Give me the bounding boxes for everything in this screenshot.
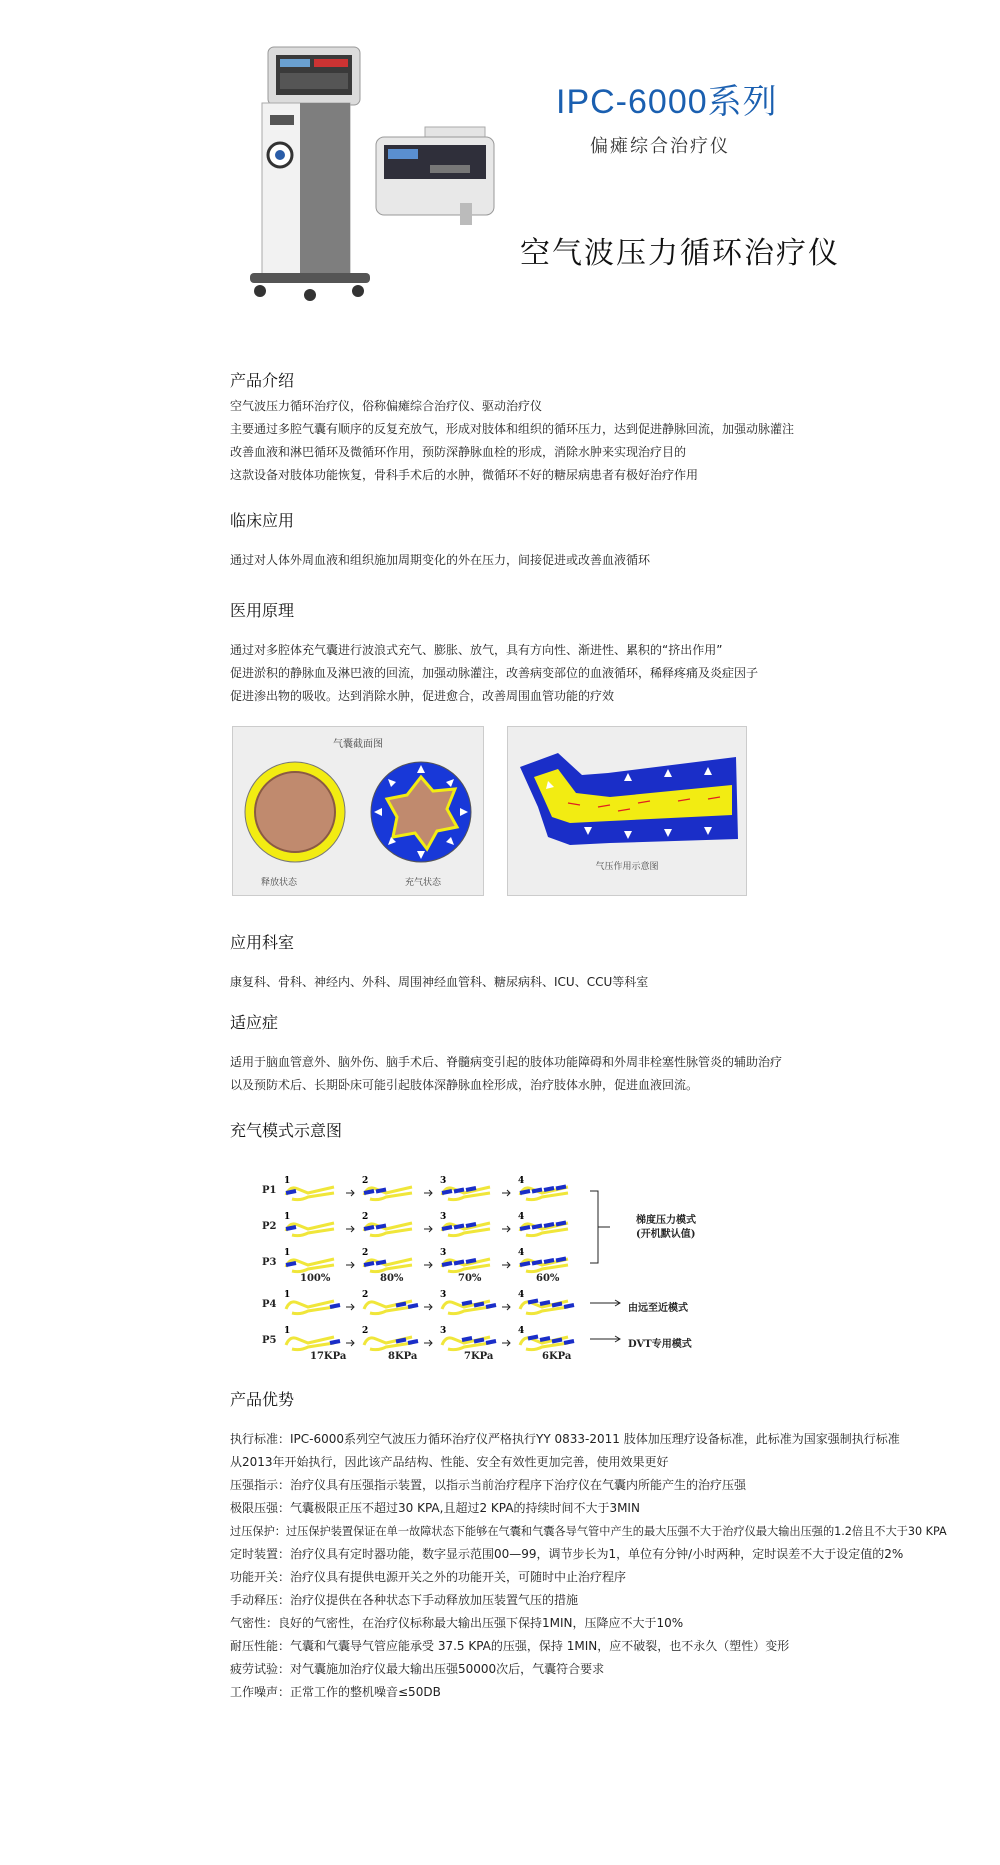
step-number: 4: [518, 1326, 525, 1336]
mode-row-label: P3: [262, 1257, 277, 1268]
clinical-section: [230, 508, 990, 572]
p5-pressure: 8KPa: [388, 1351, 418, 1362]
indications-section: [230, 1010, 990, 1097]
step-number: 3: [440, 1326, 447, 1336]
advantage-line: 耐压性能：气囊和气囊导气管应能承受 37.5 KPA的压强，保持 1MIN，应不破裂，也不永久（塑性）变形: [230, 1639, 790, 1653]
departments-line: 康复科、骨科、神经内、外科、周围神经血管科、糖尿病科、ICU、CCU等科室: [230, 975, 649, 989]
inflated-label: 充气状态: [405, 878, 442, 888]
intro-line: 这款设备对肢体功能恢复，骨科手术后的水肿，微循环不好的糖尿病患者有极好治疗作用: [230, 468, 699, 482]
step-number: 3: [440, 1176, 447, 1186]
principle-line: 促进渗出物的吸收。达到消除水肿，促进愈合，改善周围血管功能的疗效: [230, 689, 615, 703]
dvt-label: DVT专用模式: [628, 1339, 692, 1350]
step-number: 3: [440, 1212, 447, 1222]
advantage-line: 功能开关：治疗仪具有提供电源开关之外的功能开关，可随时中止治疗程序: [230, 1570, 627, 1584]
step-number: 1: [284, 1326, 291, 1336]
step-number: 1: [284, 1212, 291, 1222]
advantage-line: 极限压强：气囊极限正压不超过30 KPA,且超过2 KPA的持续时间不大于3MIN: [230, 1501, 640, 1515]
p3-percent: 70%: [458, 1273, 482, 1284]
step-number: 2: [362, 1326, 369, 1336]
step-number: 3: [440, 1248, 447, 1258]
modes-heading: 充气模式示意图: [230, 1121, 343, 1140]
cross-section-title: 气囊截面图: [333, 739, 383, 750]
principle-line: 通过对多腔体充气囊进行波浪式充气、膨胀、放气，具有方向性、渐进性、累积的“挤出作用”: [230, 643, 723, 657]
airbag-cross-section-diagram: [233, 727, 483, 895]
far-to-near-label: 由远至近模式: [628, 1303, 688, 1314]
series-subtitle: 偏瘫综合治疗仪: [590, 136, 730, 157]
relaxed-label: 释放状态: [261, 878, 298, 888]
p5-pressure: 17KPa: [310, 1351, 347, 1362]
product-name: 空气波压力循环治疗仪: [520, 236, 840, 271]
advantage-line: 压强指示：治疗仪具有压强指示装置，以指示当前治疗程序下治疗仪在气囊内所能产生的治疗压强: [230, 1478, 747, 1492]
p3-percent: 100%: [300, 1273, 331, 1284]
departments-heading: 应用科室: [230, 933, 295, 952]
advantage-line: 手动释压：治疗仪提供在各种状态下手动释放加压装置气压的措施: [230, 1593, 579, 1607]
advantage-line: 气密性：良好的气密性，在治疗仪标称最大输出压强下保持1MIN，压降应不大于10%: [230, 1616, 684, 1630]
step-number: 4: [518, 1248, 525, 1258]
gradient-mode-label: 梯度压力模式: [636, 1215, 696, 1226]
step-number: 3: [440, 1290, 447, 1300]
step-number: 2: [362, 1176, 369, 1186]
advantage-line: 从2013年开始执行，因此该产品结构、性能、安全有效性更加完善，使用效果更好: [230, 1455, 669, 1469]
clinical-heading: 临床应用: [230, 511, 295, 530]
step-number: 1: [284, 1176, 291, 1186]
principle-section: [230, 598, 990, 708]
step-number: 2: [362, 1212, 369, 1222]
principle-line: 促进淤积的静脉血及淋巴液的回流，加强动脉灌注，改善病变部位的血液循环，稀释疼痛及炎症因子: [230, 666, 759, 680]
step-number: 4: [518, 1212, 525, 1222]
clinical-line: 通过对人体外周血液和组织施加周期变化的外在压力，间接促进或改善血液循环: [230, 553, 651, 567]
step-number: 2: [362, 1248, 369, 1258]
modes-section: [230, 1118, 990, 1141]
advantage-line: 执行标准：IPC-6000系列空气波压力循环治疗仪严格执行YY 0833-2011 肢体加压理疗设备标准，此标准为国家强制执行标准: [230, 1432, 900, 1446]
indications-line: 适用于脑血管意外、脑外伤、脑手术后、脊髓病变引起的肢体功能障碍和外周非栓塞性脉管炎的辅助治疗: [230, 1055, 783, 1069]
cross-section-figure: [232, 726, 484, 896]
p3-percent: 60%: [536, 1273, 560, 1284]
mode-row-label: P4: [262, 1299, 277, 1310]
intro-heading: 产品介绍: [230, 371, 295, 390]
desktop-device-image: [370, 125, 500, 230]
advantage-line: 过压保护：过压保护装置保证在单一故障状态下能够在气囊和气囊各导气管中产生的最大压强不大于治疗仪最大输出压强的1.2倍且不大于30 KPA: [230, 1525, 947, 1538]
intro-line: 空气波压力循环治疗仪，俗称偏瘫综合治疗仪、驱动治疗仪: [230, 399, 543, 413]
step-number: 1: [284, 1290, 291, 1300]
mode-row-label: P2: [262, 1221, 277, 1232]
trolley-device-image: [240, 35, 380, 310]
series-title: IPC-6000系列: [556, 83, 778, 121]
indications-heading: 适应症: [230, 1013, 279, 1032]
inflation-modes-diagram: [260, 1165, 700, 1365]
gradient-mode-default: (开机默认值): [636, 1229, 696, 1240]
advantages-heading: 产品优势: [230, 1390, 295, 1409]
advantages-section: [230, 1387, 990, 1704]
indications-line: 以及预防术后、长期卧床可能引起肢体深静脉血栓形成，治疗肢体水肿，促进血液回流。: [230, 1078, 699, 1092]
pressure-label: 气压作用示意图: [595, 862, 659, 872]
mode-row-label: P1: [262, 1185, 277, 1196]
intro-section: [230, 368, 990, 487]
principle-heading: 医用原理: [230, 601, 295, 620]
advantage-line: 定时装置：治疗仪具有定时器功能，数字显示范围00—99，调节步长为1，单位有分钟/小时两种，定时误差不大于设定值的2%: [230, 1547, 904, 1561]
departments-section: [230, 930, 990, 994]
p5-pressure: 7KPa: [464, 1351, 494, 1362]
step-number: 4: [518, 1176, 525, 1186]
step-number: 4: [518, 1290, 525, 1300]
pressure-figure: [507, 726, 747, 896]
mode-row-label: P5: [262, 1335, 277, 1346]
advantage-line: 疲劳试验：对气囊施加治疗仪最大输出压强50000次后，气囊符合要求: [230, 1662, 605, 1676]
p5-pressure: 6KPa: [542, 1351, 572, 1362]
step-number: 1: [284, 1248, 291, 1258]
advantage-line: 工作噪声：正常工作的整机噪音≤50DB: [230, 1685, 441, 1699]
intro-line: 主要通过多腔气囊有顺序的反复充放气，形成对肢体和组织的循环压力，达到促进静脉回流，加强动脉灌注: [230, 422, 795, 436]
p3-percent: 80%: [380, 1273, 404, 1284]
intro-line: 改善血液和淋巴循环及微循环作用，预防深静脉血栓的形成，消除水肿来实现治疗目的: [230, 445, 687, 459]
step-number: 2: [362, 1290, 369, 1300]
